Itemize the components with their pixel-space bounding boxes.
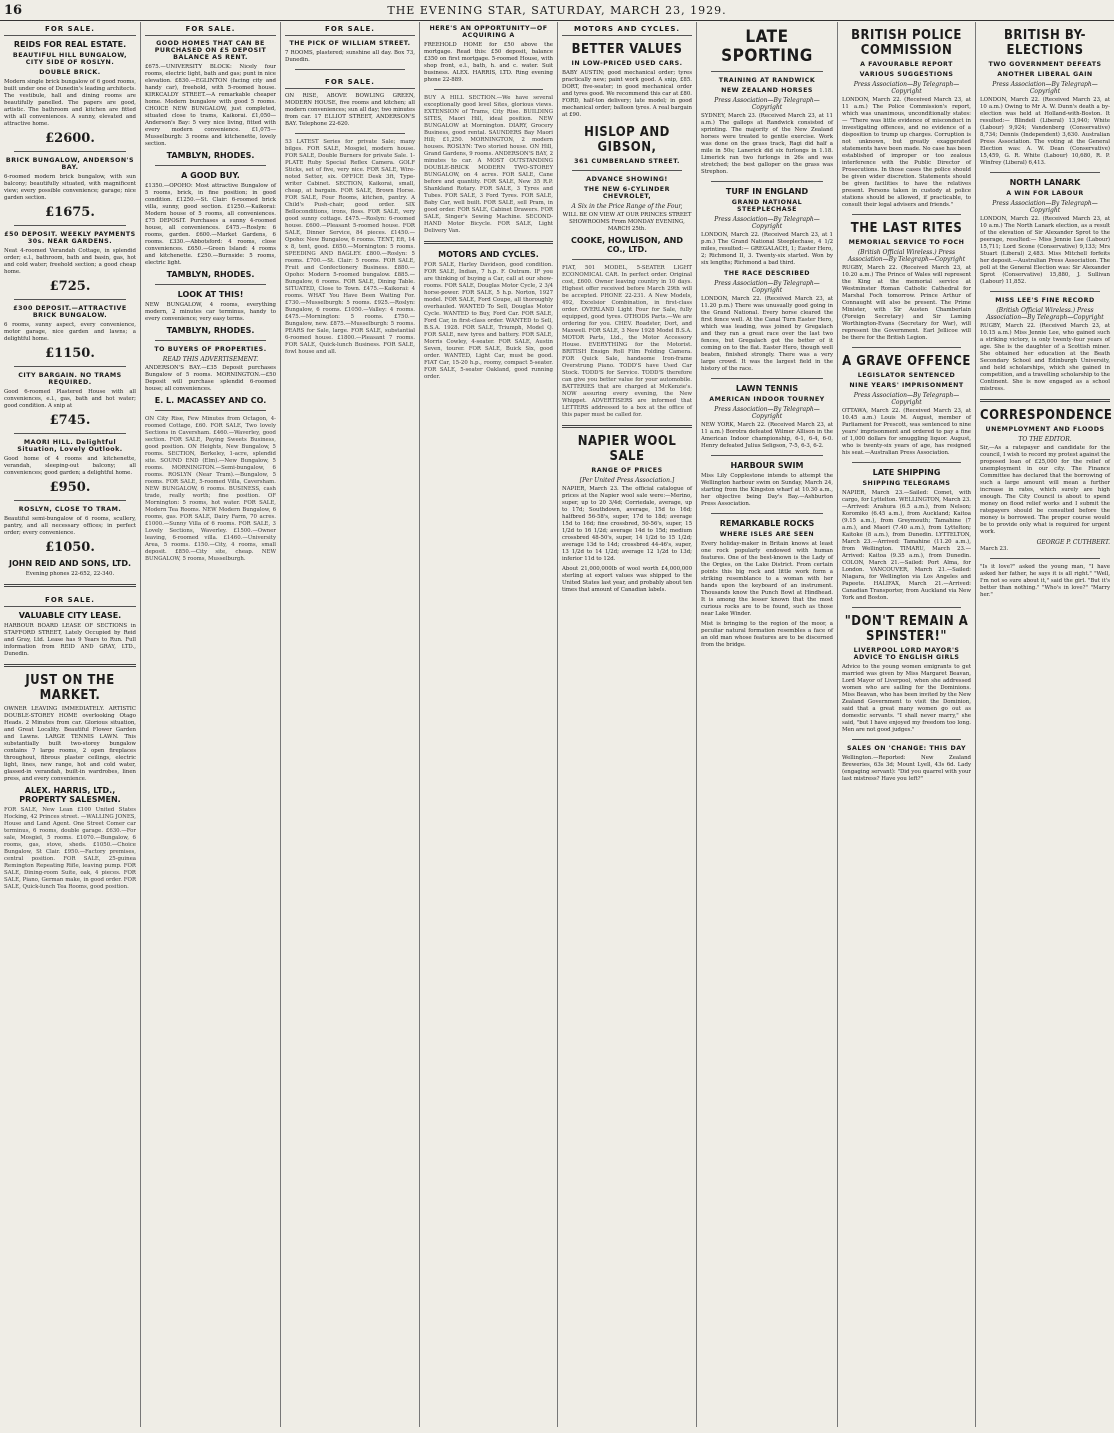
article-credit: (British Official Wireless.) Press Association—By Telegraph—Copyright: [986, 307, 1104, 321]
ad-body: HARBOUR BOARD LEASE OF SECTIONS in STAFFORD STREET, Lately Occupied by Reid and Gray, Ltd. Lease has 9 Years to Run. Full information from REID AND GRAY, LTD., Dunedin.: [4, 623, 136, 657]
listing-body: Beautiful semi-bungalow of 6 rooms, scullery, pantry, and all necessary offices; in perfect order; every convenience.: [4, 516, 136, 536]
article-body: NAPIER, March 23.—Sailed: Comet, with cargo, for Lyttelton. WELLINGTON, March 23.—Arrived: Arahura (6.5 a.m.), from Nelson; Koromiko (6.45 a.m.), from Auckland; Kaitoa (9.15 a.m.), from Greymouth; Tamahine (7 a.m.), and Maori (7.40 a.m.), from Lyttelton; Kaitoke (8 a.m.), from Dunedin. LYTTELTON, March 23.—Arrived: Tamahine (11.20 a.m.), from Wellington. TIMARU, March 23.—Arrived: Kaitoa (9.35 a.m.), from Dunedin. COLON, March 21.—Sailed: Port Alma, for London. VANCOUVER, March 21.—Sailed: Niagara, for Wellington via Los Angeles and Papeete. HALIFAX, March 21.—Arrived: Canadian Transporter, from Auckland via New York and Boston.: [842, 490, 971, 601]
article-subheading: GRAND NATIONAL STEEPLECHASE: [731, 199, 803, 213]
section-header: FOR SALE.: [285, 75, 415, 89]
ad-body: £675.—UNIVERSITY BLOCK: Nicely four rooms, electric light, bath and gas; punt in nice elevation. £830.—EGLINTON (facing city and handy car), freehold, with 5-roomed house. KIRKCALDY STREET.—A remarkable cheaper home. Modern bungalow with good 5 rooms. CHOICE NEW BUNGALOW, just completed, situated close to trams, Kaikorai. £1,050—Anderson's Bay: 5 very nice living, fitted with every modern convenience. £1,075—Musselburgh: 3 rooms and kitchenette, lovely section.: [145, 64, 276, 147]
article-headline: THE LAST RITES: [850, 221, 963, 236]
small-ads: FOR SALE, Harley Davidson, good condition. FOR SALE, Indian, 7 h.p. F. Outram. IF you are thinking of buying a Car, call at our show-rooms. FOR SALE, Douglas Motor Cycle, 2 3/4 horse-power. FOR SALE, 5 h.p. Norton, 1927 model. FOR SALE, Ford Coupe, all thoroughly overhauled. WANTED To Sell, Douglas Motor Cycle. WANTED to Buy, Ford Car. FOR SALE, Ford Car, in first-class order. WANTED to Sell, B.S.A. 1928. FOR SALE, Triumph, Model Q. FOR SALE, new tyres and battery. FOR SALE, Morris Cowley, 4-seater. FOR SALE, Austin Seven, tourer. FOR SALE, Buick Six, good order. WANTED, Light Car, must be good. FIAT Car, 15-20 h.p., roomy, compact 5-seater. FOR SALE, 5-seater Oakland, good running order.: [424, 262, 553, 380]
ad-subheading: READ THIS ADVERTISEMENT.: [162, 356, 259, 363]
article-body: OTTAWA, March 22. (Received March 23, at 10.45 a.m.) Louis M. August, member of Parliament for Prescott, was sentenced to nine years' imprisonment and ordered to pay a fine of 1,000 dollars for smuggling liquor. August, who is twenty-six years of age, has resigned his seat.—Australian Press Association.: [842, 408, 971, 456]
section-header: MOTORS AND CYCLES.: [438, 250, 539, 259]
article-headline: NAPIER WOOL SALE: [577, 434, 677, 464]
listing-body: Neat 4-roomed Verandah Cottage, in splendid order; e.l., bathroom, bath and basin, gas, hot and cold water; freehold section; a good cheap home.: [4, 248, 136, 275]
article-body: Wellington.—Reported: New Zealand Breweries, 63s 3d; Mount Lyell, 43s 6d. Lady (engaging servant): "Did you quarrel with your last mistress? Have you left?": [842, 755, 971, 782]
article-body: LONDON, March 22. (Received March 23, at 10 a.m.) Owing to Mr A. W. Dunn's death a by-election was held at Holland-with-Boston. It resulted:— Blindell (Liberal) 13,940; White (Labour) 9,924; Vandenberg (Conservative) 8,734; Dennis (Independent) 3,630. Australian Press Association. The voting at the General Election was: A. W. Dean (Conservative) 15,459, G. R. White (Labour) 10,680, R. P. Winfrey (Liberal) 6,413.: [980, 97, 1110, 166]
ad-heading: THE PICK OF WILLIAM STREET.: [289, 40, 411, 47]
ad-body: ON RISE, ABOVE BOWLING GREEN, MODERN HOUSE, five rooms and kitchen; all modern conveniences; sun all day; two minutes from car. 17 ELLIOT STREET, ANDERSON'S BAY. Telephone 22-620.: [285, 93, 415, 127]
ad-heading: THE NEW 6-CYLINDER CHEVROLET,: [584, 186, 670, 200]
listing-heading: ROSLYN, CLOSE TO TRAM.: [18, 506, 122, 513]
article-body: SYDNEY, March 23. (Received March 23, at 11 a.m.) The gallops at Randwick consisted of sprinting. The majority of the New Zealand horses were treated to gentle exercise. Work was done on the grass track, Ragi did half a mile in 50s; Lanerick did six furlongs in 1.18. Limerick ran two furlongs in 26s and was stretched; the best galloper on the grass was Strephon.: [701, 113, 833, 175]
ad-body: 7 ROOMS, plastered; sunshine all day. Box 73, Dunedin.: [285, 50, 415, 63]
article-headline: CORRESPONDENCE: [980, 408, 1113, 423]
section-header: MOTORS AND CYCLES.: [562, 22, 692, 36]
firm-name: E. L. MACASSEY AND CO.: [154, 396, 267, 405]
letter-date: March 23.: [980, 546, 1009, 552]
article-subheading: AMERICAN INDOOR TOURNEY: [709, 396, 825, 403]
article-credit: Press Association—By Telegraph—Copyright: [992, 200, 1098, 214]
listing-body: Modern single brick bungalow of 6 good rooms, built under one of Dunedin's leading architects. The vestibule, hall and dining rooms are beautifully panelled. The papers are good, artistic. The bathroom and kitchen are fitted with all conveniences. A sunny, elevated and attractive home.: [4, 79, 136, 127]
section-header: FOR SALE.: [285, 22, 415, 36]
listing-subheading: DOUBLE BRICK.: [39, 69, 101, 76]
article-body: LONDON, March 22. (Received March 23, at 1 p.m.) The Grand National Steeplechase, 4 1/2 miles, resulted:— GREGALACH, 1; Easter Hero, 2; Richmond II, 3. Twenty-six started. Won by six lengths; Richmond a bad third.: [701, 232, 833, 266]
letter-signature: GEORGE P. CUTHBERT.: [1036, 539, 1110, 546]
ad-body: BABY AUSTIN; good mechanical order; tyres practically new; paint work good. A snip, £85. DORT, five-seater; in good mechanical order and tyres good. We recommend this car at £80. FORD, half-ton delivery; late model; in good mechanical order; balloon tyres. A real bargain at £90.: [562, 70, 692, 118]
listing-body: 6-roomed modern brick bungalow, with sun balcony; beautifully situated, with magnificent view; every possible convenience; garage; nice garden section.: [4, 174, 136, 201]
article-subheading: A FAVOURABLE REPORT: [860, 61, 953, 68]
article-headline: LAWN TENNIS: [735, 384, 799, 393]
column-2: [141, 22, 281, 1427]
article-subheading: NINE YEARS' IMPRISONMENT: [849, 382, 964, 389]
article-body: Miss Lily Copplestone intends to attempt the Wellington harbour swim on Sunday, March 24, starting from the Kingston wharf at 10.30 a.m., her objective being Day's Bay.—Ashburton Press Association.: [701, 473, 833, 507]
listing-price: £725.: [49, 279, 91, 294]
listing-body: Good home of 4 rooms and kitchenette, verandah, sleeping-out balcony; all conveniences; good garden; a delightful home.: [4, 456, 136, 476]
column-3: [281, 22, 420, 1427]
ad-title: VALUABLE CITY LEASE.: [18, 611, 122, 620]
article-body: About 21,000,000lb of wool worth £4,000,000 sterling at export values was shipped to the United States last year, and probably about ten times that amount of Canadian labels.: [562, 566, 692, 593]
article-credit: (British Official Wireless.) Press Association—By Telegraph—Copyright: [847, 249, 966, 263]
article-credit: Press Association—By Telegraph—Copyright: [992, 81, 1098, 95]
ad-body: NEW BUNGALOW, 4 rooms, everything modern, 2 minutes car terminus, handy to every convenience; very easy terms.: [145, 302, 276, 322]
article-credit: Press Association—By Telegraph—Copyright: [714, 280, 820, 294]
article-headline: MISS LEE'S FINE RECORD: [995, 297, 1095, 304]
article-body: LONDON, March 22. (Received March 23, at 11.20 p.m.) There was unusually good going in the Grand National. Every horse cleared the first fence well. At the Canal Turn Easter Hero, which was leading, was joined by Gregalach and they ran a great race over the last two fences, but Gregalach got the better of it coming on to the flat. Easter Hero, though well beaten, finished strongly. There was a very large crowd. It was the largest field in the history of the race.: [701, 296, 833, 372]
page-number: 16: [4, 3, 23, 18]
column-6: [697, 22, 838, 1427]
ad-heading: ADVANCE SHOWING!: [586, 176, 668, 183]
article-subheading: THE RACE DESCRIBED: [723, 270, 811, 277]
small-ads: FOR SALE, New Lean £100 United States Hocking, 42 Princes street. —WALLING JONES, House and Land Agent. One Street Comer car terminus, 6 rooms, double garage. £630.—For sale, Mosgiel, 5 rooms. £1070.—Bungalow, 6 rooms, gas, stove, sheds. £1050.—Choice Bungalow, St Clair. £950.—Factory premises, central position. FOR SALE, 25-guinea Remington Repeating Rifle, leaving pump. FOR SALE, Dining-room Suite, oak, 4 pieces. FOR SALE, Piano, German make, in good order. FOR SALE, Quick-lunch Tea Rooms, good position.: [4, 807, 136, 890]
article-headline: LATE SPORTING: [721, 27, 813, 66]
article-credit: Press Association—By Telegraph—Copyright: [853, 81, 960, 95]
ad-body: OWNER LEAVING IMMEDIATELY. ARTISTIC DOUBLE-STOREY HOME overlooking Otago Heads. 2 Minutes from car. Glorious situation, and Great Locality. Beautiful Flower Garden and Lawns. LARGE TENNIS LAWN. This substantially built two-storey bungalow contains 7 large rooms, 2 open fireplaces throughout, fibrous plaster ceilings, electric light, lines, new range, hot and cold water, glassed-in verandah, built-in wardrobes, linen press, and every convenience.: [4, 706, 136, 782]
listing-price: £950.: [49, 480, 91, 495]
article-body: LONDON, March 22. (Received March 23, at 10 a.m.) The North Lanark election, as a result of the elevation of Sir Alexander Sprot to the peerage, resulted:— Miss Jennie Lee (Labour) 15,711; Lord Scone (Conservative) 9,133; Mrs Stuart (Liberal) 2,483. Miss Mitchell forfeits her deposit.—Australian Press Association. The poll at the General Election was: Sir Alexander Sprot (Conservative) 15,880, J. Sullivan (Labour) 11,852.: [980, 216, 1110, 285]
section-header: FOR SALE.: [4, 22, 136, 36]
article-body: LONDON, March 22. (Received March 23, at 11 a.m.) The Police Commission's report, which was unanimous, unconditionally states:— "There was little evidence of misconduct in investigating offences, and no evidence of a disposition to trump up charges. Corruption is not unknown, but greatly exaggerated statements have been made. No case has been established of improper or too zealous interference with the Public Director of Prosecutions. In those cases the police should be given wider discretion. Statements should be given facilities to have the relatives present. Persons taken in custody at police stations should be allowed, if practicable, to consult their legal advisers and friends.": [842, 97, 971, 208]
ad-title: BETTER VALUES: [571, 42, 683, 57]
article-subheading: TWO GOVERNMENT DEFEATS: [988, 61, 1102, 68]
listing-heading: £300 DEPOSIT.—ATTRACTIVE BRICK BUNGALOW.: [13, 305, 127, 319]
article-headline: REMARKABLE ROCKS: [719, 519, 815, 528]
firm-name: TAMBLYN, RHODES.: [166, 326, 255, 335]
ad-title: JUST ON THE MARKET.: [25, 673, 115, 703]
article-body: Advice to the young women emigrants to get married was given by Miss Margaret Beavan, Lord Mayor of Liverpool, when she addressed women who are sailing for the Dominions. Miss Beavan, who has been invited by the New Zealand Government to visit the Dominion, said that a great many women go out as domestic servants. "I shall never marry," she said, "but I have enjoyed my freedom too long. Men are not good judges.": [842, 664, 971, 733]
article-headline: SALES ON 'CHANGE: THIS DAY: [846, 745, 967, 752]
article-credit: Press Association—By Telegraph—Copyright: [853, 392, 960, 406]
article-subheading: UNEMPLOYMENT AND FLOODS: [985, 426, 1105, 433]
article-headline: HARBOUR SWIM: [730, 461, 804, 470]
ad-subheading: IN LOW-PRICED USED CARS.: [571, 60, 683, 67]
listing-heading: MAORI HILL. Delightful Situation, Lovely Outlook.: [17, 439, 123, 453]
ad-heading: HERE'S AN OPPORTUNITY—OF ACQUIRING A: [429, 25, 548, 39]
article-body: Every holiday-maker in Britain knows at least one rock popularly endowed with human features. One of the best-known is the Lady of the Orgies, on the Lake District. From certain points this big rock and little work form a striking resemblance to a woman with her hands upon the keyboard of an instrument. Thousands know the Punch Bowl at Hindhead. It is among the lesser known that the most curious rocks are to be found, such as those near Lake Winder.: [701, 541, 833, 617]
firm-name: ALEX. HARRIS, LTD., PROPERTY SALESMEN.: [19, 786, 121, 804]
ad-body: WILL BE ON VIEW AT OUR PRINCES STREET SHOWROOMS From MONDAY EVENING, MARCH 25th.: [562, 212, 692, 232]
section-header: FOR SALE.: [4, 593, 136, 607]
listing-body: 6 rooms, sunny aspect, every convenience, motor garage, nice garden and lawns; a delightful home.: [4, 322, 136, 342]
firm-name: TAMBLYN, RHODES.: [166, 270, 255, 279]
listing-price: £2600.: [45, 131, 95, 146]
article-headline: NORTH LANARK: [1009, 178, 1081, 187]
ad-subheading: A Six in the Price Range of the Four,: [571, 203, 683, 210]
article-subheading: MEMORIAL SERVICE TO FOCH: [848, 239, 965, 246]
firm-name: JOHN REID AND SONS, LTD.: [8, 559, 132, 568]
column-8: [976, 22, 1114, 1427]
article-body: RUGBY, March 22. (Received March 23, at 10.15 a.m.) Miss Jennie Lee, who gained such a striking victory, is only twenty-four years of age. She is the daughter of a Scottish miner. She obtained her education at the Beath Secondary School and Edinburgh University, and held scholarships, which she gained in competition, and a travelling scholarship to the Continent. She is now engaged as a school mistress.: [980, 323, 1110, 392]
article-subheading: RANGE OF PRICES: [591, 467, 663, 474]
ad-title: A GOOD BUY.: [181, 171, 240, 180]
small-ads: BUY A HILL SECTION.—We have several exceptionally good level Sites, glorious views. EXTENSION of Trams, City Rise. BUILDING SITES, Maori Hill, ideal position. NEW BUNGALOW at Mornington. DIARY, Grocery Business, good rental. SAUNDERS Bay Maori Hill; £1,250. MORNINGTON, 2 modern houses. ROSLYN: Two storied house. ON Hill, Grand Gardens, 9 rooms. ANDERSON'S BAY, 2 minutes to car. A MOST OUTSTANDING DOUBLE-BRICK MODERN TWO-STOREY BUNGALOW, on 4 acres. FOR SALE, Cane before and quantity. FOR SALE, New 35 R.P. Shankland Rotary. FOR SALE, 3 Tyres and Tubes. FOR SALE, 3 Ford Tyres. FOR SALE, Baby Car, well built. FOR SALE, sell Pram, in good order. FOR SALE, Cabinet Drawers. FOR SALE, Singer's Sewing Machine. SECOND-HAND Motor Bicycle. FOR SALE, Light Delivery Van.: [424, 95, 553, 234]
ad-title: REIDS FOR REAL ESTATE.: [13, 40, 127, 49]
ad-body: £1350.—OPOHO: Most attractive Bungalow of 5 rooms, brick, in fine position; in good condition. £1250.—St. Clair: 6-roomed brick villa, sunny, good section. £1250.—Kaikorai: Modern house of 5 rooms, all conveniences. £75 DEPOSIT. Purchases a sunny 4-roomed house, all conveniences. £475.—Roslyn: 6 rooms, garden. £600.—Market Gardens, 6 rooms. £330.—Abbotsford: 4 rooms, close conveniences. £650.—Green Island: 4 rooms and kitchenette. £250.—Burnside: 5 rooms, electric light.: [145, 183, 276, 266]
masthead: THE EVENING STAR, SATURDAY, MARCH 23, 1929.: [387, 4, 727, 17]
page-header: [0, 0, 1114, 21]
article-credit: [Per United Press Association.]: [579, 477, 675, 484]
article-credit: Press Association—By Telegraph—Copyright: [714, 406, 820, 420]
article-credit: Press Association—By Telegraph—Copyright: [714, 216, 820, 230]
article-body: NEW YORK, March 22. (Received March 23, at 11 a.m.) Borotra defeated Wilmer Allison in the American Indoor championship, 6-1, 6-4, 6-0. Henry defeated Julius Seligson, 7-5, 6-3, 6-2.: [701, 422, 833, 449]
firm-name: HISLOP AND GIBSON,: [584, 125, 670, 155]
listing-heading: BEAUTIFUL HILL BUNGALOW, CITY SIDE OF ROSLYN.: [12, 52, 128, 66]
article-body: RUGBY, March 22. (Received March 23, at 10.20 a.m.) The Prince of Wales will represent the King at the memorial service at Westminster Roman Catholic Cathedral for Marshal Foch tomorrow. Prince Arthur of Connaught will also be present. The Prime Minister, with Sir Austen Chamberlain (Foreign Secretary) and Sir Laming Worthington-Evans (Secretary for War), will represent the Government. Earl Jellicoe will be there for the British Legion.: [842, 265, 971, 341]
listing-price: £1150.: [45, 346, 95, 361]
section-header: FOR SALE.: [145, 22, 276, 36]
ad-body: ANDERSON'S BAY.—£35 Deposit purchases Bungalow of 5 rooms. MORNINGTON.—£50 Deposit will purchase splendid 6-roomed house; all conveniences.: [145, 365, 276, 392]
letter-body: Sir,—As a ratepayer and candidate for the council, I wish to record my protest against the proposed loan of £25,000 for the relief of unemployment in our city. The Finance Committee has declared that the borrowing of such a large amount will mean a further increase in rates, which surely are high enough. The City Council is about to spend money on flood relief works and I submit the ratepayers should be consulted before the money is borrowed. The proper course would be to provide only what is required for urgent work.: [980, 445, 1110, 535]
listing-body: Good 6-roomed Plastered House with all conveniences, e.l., gas, bath and hot water; good condition. A snip at: [4, 389, 136, 409]
small-ads: FIAT, 501 MODEL, 5-SEATER LIGHT ECONOMICAL CAR. In perfect order. Original cost, £600. Owner leaving country in 10 days. Highest offer received before March 29th will be accepted. PHONE 22-231. A New Models, 492, Excelsior Combination, in first-class order. OVERLAND Light Four for Sale, fully equipped, good tyres. OTHODS Parts.—We are ordering for you. CHEV. Roadster, Dort, and Maxwell. FOR SALE, 3 New 1928 Model B.S.A. MOTOR Parts, Ltd., the Motor Accessory House. EVERYTHING for the Motorist. BRITISH Ensign Roll Film Folding Camera. FOR Quick Sale, handsome Iron-frame Overstrung Piano. TODD'S have Used Car Stock. TODD'S for Service. TODD'S therefore can give you better value for your automobile. BATTERIES that are charged at McKenzie's. NOW assuring every evening, the New Whippet. ADVERTISERS are informed that LETTERS addressed to a box at the office of this paper must be called for.: [562, 265, 692, 418]
article-subheading: VARIOUS SUGGESTIONS: [859, 71, 954, 78]
article-headline: LATE SHIPPING: [872, 468, 941, 477]
listing-heading: CITY BARGAIN. NO TRAMS REQUIRED.: [18, 372, 122, 386]
article-headline: A GRAVE OFFENCE: [842, 354, 971, 369]
article-subheading: LEGISLATOR SENTENCED: [857, 372, 956, 379]
article-subheading: SHIPPING TELEGRAMS: [862, 480, 951, 487]
article-headline: "DON'T REMAIN A SPINSTER!": [844, 614, 969, 644]
listing-heading: BRICK BUNGALOW, ANDERSON'S BAY.: [5, 157, 135, 171]
article-subheading: TO THE EDITOR.: [1018, 436, 1072, 443]
article-subheading: A WIN FOR LABOUR: [1006, 190, 1084, 197]
ad-title: LOOK AT THIS!: [177, 290, 244, 299]
firm-address: 361 CUMBERLAND STREET.: [574, 158, 680, 165]
firm-name: TAMBLYN, RHODES.: [166, 151, 255, 160]
column-5: [558, 22, 697, 1427]
article-headline: TURF IN ENGLAND: [725, 187, 809, 196]
joke-text: "Is it love?" asked the young man, "I have asked her father, he says it is all right." "Well, I'm not so sure about it," said the girl. "But it's better than nothing." "Who's in love?" "Marry her.": [980, 564, 1110, 598]
article-body: NAPIER, March 23. The official catalogue of prices at the Napier wool sale were:—Merino, super, up to 20 3/4d; Corriedale, average, up to 17d; Southdown, average, 15d to 16d; halfbred 56-58's, super, 17d to 18d; average 15d to 16d; fine crossbred, 50-56's, super, 15 1/2d to 16 1/2d; average 14d to 15d; medium crossbred 48-50's, super, 14 1/2d to 15 1/2d; average 13d to 14d; crossbred 44-46's, super, 13 1/2d to 14 1/2d; average 12 1/2d to 13d; inferior 11d to 12d.: [562, 486, 692, 562]
article-subheading: TRAINING AT RANDWICK: [718, 77, 816, 84]
listing-price: £1050.: [45, 540, 95, 555]
article-headline: BRITISH POLICE COMMISSION: [851, 28, 962, 58]
small-ads: ON City Rise, Few Minutes from Octagon, 4-roomed Cottage, £60. FOR SALE, Two lovely Sections in Caversham. £460.—Waverley, good section. FOR SALE, Paying Sweets Business, good position. ON Heights, New Bungalow, 5 rooms. SECTION, Berkeley, 1-acre, splendid site. SOUND END (Elm).—New Bungalow, 5 rooms. MORNINGTON.—Semi-bungalow, 6 rooms. ROSLYN (Near Tram).—Bungalow, 5 rooms. FOR SALE, 5-roomed Villa, Caversham. NEW BUNGALOW, 6 rooms. BUSINESS, cash trade, really worth; fine position. OF Mornington: 5 rooms, hot water. FOR SALE, Modern Tea Rooms. NEW Modern Bungalow, 6 rooms, gas. FOR SALE, Dairy Farm, 70 acres. £1000.—Sunny Villa of 6 rooms. FOR SALE, 3 Lovely Sections, Waverley. £1500.—Owner leaving, 6-roomed villa. £1460.—University Area, 5 rooms. £150.—City, 4 rooms, small deposit. £850.—City site, cheap. NEW BUNGALOW, 5 rooms, Musselburgh.: [145, 416, 276, 562]
ad-heading: TO BUYERS OF PROPERTIES.: [154, 346, 267, 353]
article-subheading: LIVERPOOL LORD MAYOR'S ADVICE TO ENGLISH GIRLS: [853, 647, 960, 661]
article-credit: Press Association—By Telegraph—Copyright: [714, 97, 820, 111]
listing-price: £745.: [49, 413, 91, 428]
firm-phones: Evening phones 22-652, 22-340.: [25, 571, 115, 577]
firm-name: COOKE, HOWLISON, AND CO., LTD.: [571, 236, 683, 254]
article-body: Mist is bringing to the region of the moor, a peculiar natural formation resembles a face of an old man whose features are to be discerned from the bridge.: [701, 621, 833, 648]
column-4: [420, 22, 558, 1427]
ad-heading: GOOD HOMES THAT CAN BE PURCHASED ON £5 DEPOSIT BALANCE AS RENT.: [154, 40, 267, 61]
listing-price: £1675.: [45, 205, 95, 220]
ad-body: FREEHOLD HOME for £50 above the mortgage. Read this: £50 deposit, balance £350 on first mortgage. 5-roomed House, with shop front, e.l., bath, h. and c. water. Suit business. ALEX. HARRIS, LTD. Ring evening phone 22-889.: [424, 42, 553, 83]
column-1: [0, 22, 141, 1427]
article-subheading: ANOTHER LIBERAL GAIN: [997, 71, 1093, 78]
article-headline: BRITISH BY-ELECTIONS: [1004, 28, 1086, 58]
article-subheading: WHERE ISLES ARE SEEN: [719, 531, 815, 538]
small-ads: 53 LATEST Series for private Sale; many bilges. FOR SALE, Mosgiel, modern house. FOR SALE, Double Burners for private Sale. 1-PLATE Ruby Special Reflex Camera. GOLF Sticks, set of five, very nice. FOR SALE, Wire-noted Setter, six. OFFICE Desk 3ft, Type-writer Cabinet. SECTION, Kaikorai, small, cheap, at bargain. FOR SALE, Brown Horse. FOR SALE, Four Rooms, kitchen, pantry. A Child's Push-chair, good order. SIX Belloconditions, irons, floss. FOR SALE, very good sunny cottage. £475.—Roslyn: 6-roomed house. £600.—Pleasant 5-roomed house. FOR SALE, Dinner Service, 84 pieces. £1450.—Opoho: New Bungalow, 6 rooms. TENT, Eft, 14 x 8, tent, good. £650.—Mornington: 5 rooms. SPEEDING AND BAGLEY. £800.—Roslyn: 5 rooms. £700.—St. Clair: 5 rooms. FOR SALE, Fruit and Confectionery Business. £880.—Opoho: Modern 5-roomed bungalow. £885.—Bungalow, 6 rooms. FOR SALE, Dining Table. SITUATED, Close to Town. £475.—Kaikorai: 4 rooms. WHAT You Have Been Waiting For. £730.—Musselburgh: 5 rooms. £925.—Roslyn: Bungalow, 6 rooms. £1050.—Valley: 4 rooms. £475.—Mornington: 5 rooms. £750.—Bungalow, new. £875.—Musselburgh: 5 rooms. PEARS for Sale, large. FOR SALE, substantial 6-roomed house. £1800.—Pleasant 7 rooms. FOR SALE, Quick-lunch Business. FOR SALE, fowl house and all.: [285, 139, 415, 355]
article-subheading: NEW ZEALAND HORSES: [721, 87, 813, 94]
listing-heading: £50 DEPOSIT. WEEKLY PAYMENTS 30s. NEAR GARDENS.: [4, 231, 136, 245]
column-7: [838, 22, 976, 1427]
